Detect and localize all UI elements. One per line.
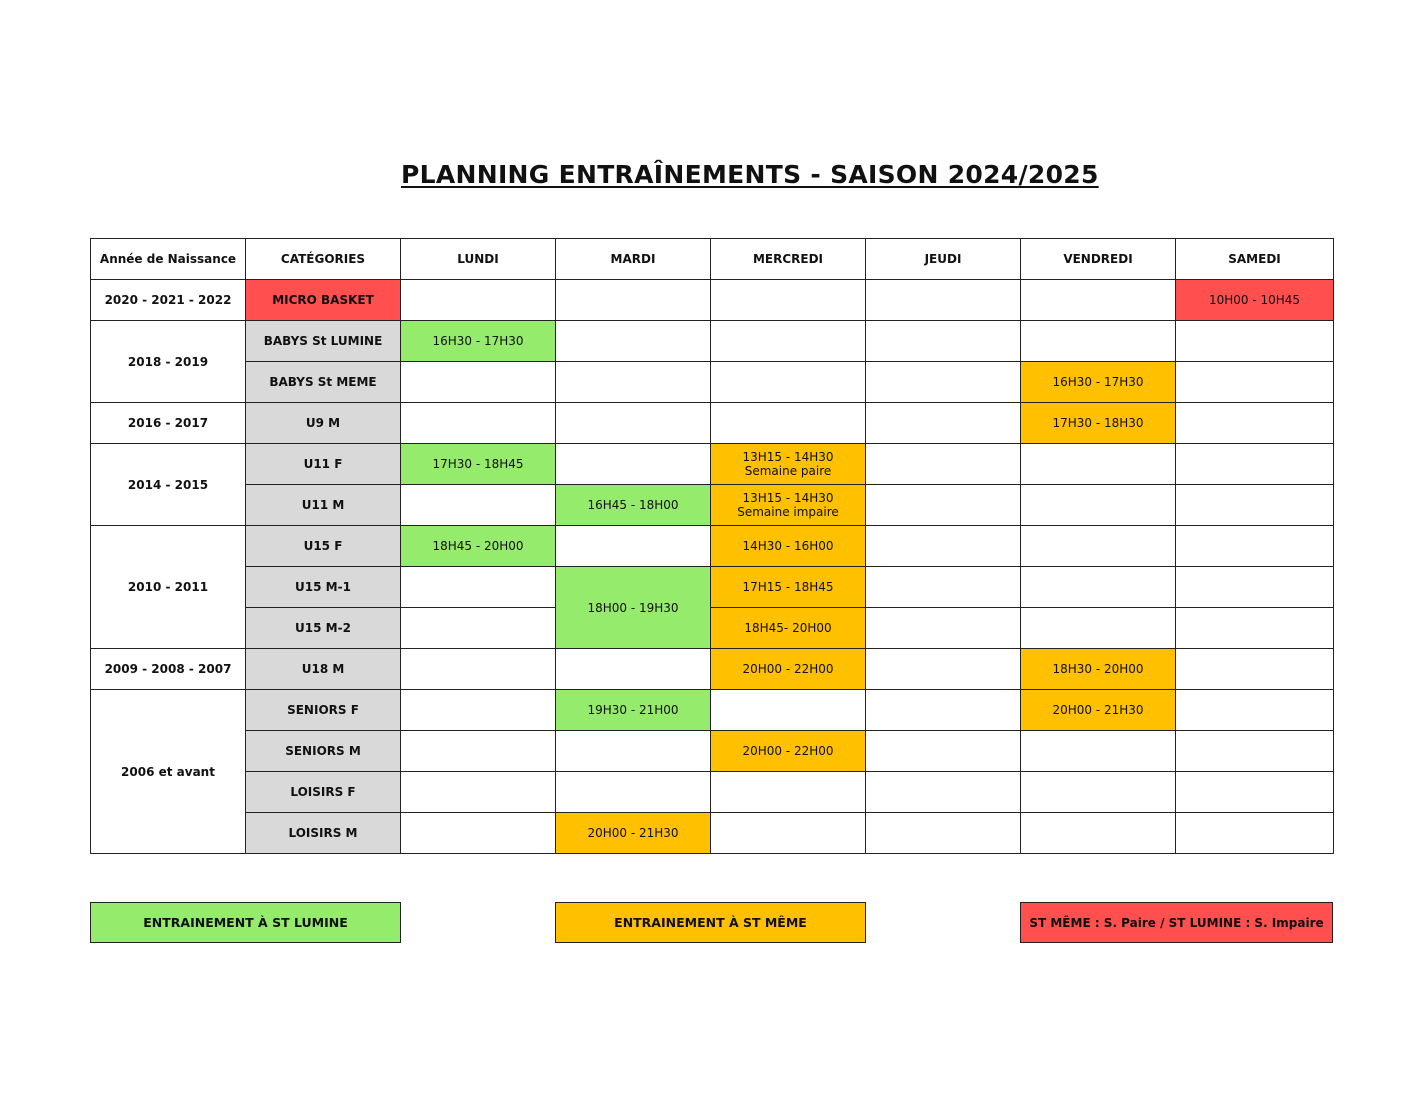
header-friday: VENDREDI (1021, 239, 1176, 280)
training-time: 10H00 - 10H45 (1208, 293, 1301, 307)
table-row (91, 731, 1334, 772)
category-cell: MICRO BASKET (246, 280, 401, 321)
training-time: 20H00 - 22H00 (742, 744, 834, 758)
empty-slot-saturday (1176, 403, 1334, 444)
schedule-body (91, 280, 1334, 854)
table-row (91, 813, 1334, 854)
table-row (91, 321, 1334, 362)
legend-st-meme-label: ENTRAINEMENT À ST MÊME (614, 915, 807, 930)
birth-year-cell: 2020 - 2021 - 2022 (91, 280, 246, 321)
legend-st-lumine (90, 902, 401, 943)
empty-slot-friday (1021, 772, 1176, 813)
empty-slot-friday (1021, 526, 1176, 567)
empty-slot-monday (401, 608, 556, 649)
category-cell: LOISIRS M (246, 813, 401, 854)
empty-slot-tuesday (556, 649, 711, 690)
empty-slot-friday (1021, 731, 1176, 772)
empty-slot-wednesday (711, 690, 866, 731)
empty-slot-saturday (1176, 567, 1334, 608)
training-slot-wednesday (711, 526, 866, 567)
empty-slot-monday (401, 813, 556, 854)
empty-slot-monday (401, 567, 556, 608)
empty-slot-monday (401, 690, 556, 731)
training-slot-wednesday (711, 444, 866, 485)
empty-slot-tuesday (556, 444, 711, 485)
training-time: 20H00 - 22H00 (742, 662, 834, 676)
header-tuesday: MARDI (556, 239, 711, 280)
empty-slot-monday (401, 649, 556, 690)
table-row (91, 444, 1334, 485)
category-cell: BABYS St MEME (246, 362, 401, 403)
empty-slot-tuesday (556, 403, 711, 444)
empty-slot-wednesday (711, 813, 866, 854)
empty-slot-saturday (1176, 690, 1334, 731)
header-saturday: SAMEDI (1176, 239, 1334, 280)
empty-slot-monday (401, 403, 556, 444)
empty-slot-friday (1021, 444, 1176, 485)
empty-slot-thursday (866, 444, 1021, 485)
header-row (91, 239, 1334, 280)
birth-year-cell: 2016 - 2017 (91, 403, 246, 444)
training-slot-monday (401, 526, 556, 567)
empty-slot-thursday (866, 485, 1021, 526)
training-slot-wednesday (711, 485, 866, 526)
category-cell: SENIORS F (246, 690, 401, 731)
training-time: 18H45- 20H00 (744, 621, 832, 635)
empty-slot-tuesday (556, 731, 711, 772)
training-slot-tuesday (556, 690, 711, 731)
empty-slot-thursday (866, 690, 1021, 731)
table-row (91, 485, 1334, 526)
table-row (91, 526, 1334, 567)
empty-slot-thursday (866, 567, 1021, 608)
empty-slot-friday (1021, 485, 1176, 526)
empty-slot-wednesday (711, 280, 866, 321)
training-slot-wednesday (711, 649, 866, 690)
training-time: 16H30 - 17H30 (432, 334, 524, 348)
empty-slot-friday (1021, 567, 1176, 608)
training-time: 16H45 - 18H00 (587, 498, 679, 512)
legend-alternate-weeks (1020, 902, 1333, 943)
empty-slot-wednesday (711, 321, 866, 362)
header-wednesday: MERCREDI (711, 239, 866, 280)
empty-slot-saturday (1176, 608, 1334, 649)
birth-year-cell: 2010 - 2011 (91, 526, 246, 649)
empty-slot-tuesday (556, 772, 711, 813)
training-time: 13H15 - 14H30 Semaine impaire (737, 491, 839, 519)
empty-slot-thursday (866, 649, 1021, 690)
empty-slot-tuesday (556, 526, 711, 567)
empty-slot-thursday (866, 526, 1021, 567)
empty-slot-monday (401, 731, 556, 772)
table-row (91, 690, 1334, 731)
category-cell: U18 M (246, 649, 401, 690)
training-slot-monday (401, 444, 556, 485)
empty-slot-thursday (866, 813, 1021, 854)
empty-slot-friday (1021, 813, 1176, 854)
empty-slot-saturday (1176, 485, 1334, 526)
category-cell: BABYS St LUMINE (246, 321, 401, 362)
header-thursday: JEUDI (866, 239, 1021, 280)
training-schedule-table (90, 238, 1334, 854)
training-slot-wednesday (711, 731, 866, 772)
training-time: 14H30 - 16H00 (742, 539, 834, 553)
category-cell: U11 F (246, 444, 401, 485)
empty-slot-monday (401, 772, 556, 813)
category-cell: U15 M-1 (246, 567, 401, 608)
training-time: 20H00 - 21H30 (587, 826, 679, 840)
legend-st-meme (555, 902, 866, 943)
training-time: 17H15 - 18H45 (742, 580, 834, 594)
category-cell: U15 F (246, 526, 401, 567)
table-row (91, 403, 1334, 444)
training-time: 18H00 - 19H30 (587, 600, 679, 615)
empty-slot-tuesday (556, 321, 711, 362)
legend-st-lumine-label: ENTRAINEMENT À ST LUMINE (143, 915, 348, 930)
table-row (91, 362, 1334, 403)
training-time: 13H15 - 14H30 Semaine paire (742, 450, 834, 478)
birth-year-cell: 2006 et avant (91, 690, 246, 854)
birth-year-cell: 2014 - 2015 (91, 444, 246, 526)
training-slot-wednesday (711, 608, 866, 649)
birth-year-cell: 2009 - 2008 - 2007 (91, 649, 246, 690)
empty-slot-friday (1021, 608, 1176, 649)
empty-slot-friday (1021, 321, 1176, 362)
empty-slot-saturday (1176, 813, 1334, 854)
birth-year-cell: 2018 - 2019 (91, 321, 246, 403)
training-time: 17H30 - 18H45 (432, 457, 524, 471)
legend-alternate-weeks-label: ST MÊME : S. Paire / ST LUMINE : S. Impaire (1029, 915, 1324, 930)
empty-slot-wednesday (711, 362, 866, 403)
header-birth-year: Année de Naissance (91, 239, 246, 280)
table-row (91, 772, 1334, 813)
empty-slot-saturday (1176, 526, 1334, 567)
empty-slot-monday (401, 485, 556, 526)
empty-slot-friday (1021, 280, 1176, 321)
training-slot-wednesday (711, 567, 866, 608)
table-row (91, 608, 1334, 649)
empty-slot-saturday (1176, 772, 1334, 813)
empty-slot-saturday (1176, 362, 1334, 403)
category-cell: U9 M (246, 403, 401, 444)
empty-slot-thursday (866, 772, 1021, 813)
empty-slot-tuesday (556, 280, 711, 321)
table-row (91, 649, 1334, 690)
training-slot-tuesday (556, 567, 711, 649)
header-monday: LUNDI (401, 239, 556, 280)
empty-slot-wednesday (711, 403, 866, 444)
training-slot-saturday (1176, 280, 1334, 321)
empty-slot-monday (401, 362, 556, 403)
empty-slot-saturday (1176, 649, 1334, 690)
training-time: 16H30 - 17H30 (1052, 375, 1144, 389)
empty-slot-saturday (1176, 444, 1334, 485)
training-time: 17H30 - 18H30 (1052, 416, 1144, 430)
training-time: 20H00 - 21H30 (1052, 703, 1144, 717)
empty-slot-saturday (1176, 731, 1334, 772)
category-cell: U11 M (246, 485, 401, 526)
training-slot-friday (1021, 690, 1176, 731)
category-cell: SENIORS M (246, 731, 401, 772)
training-slot-monday (401, 321, 556, 362)
empty-slot-thursday (866, 608, 1021, 649)
training-slot-friday (1021, 649, 1176, 690)
empty-slot-tuesday (556, 362, 711, 403)
training-slot-friday (1021, 403, 1176, 444)
empty-slot-thursday (866, 731, 1021, 772)
page-title: PLANNING ENTRAÎNEMENTS - SAISON 2024/2025 (401, 160, 1099, 189)
training-slot-tuesday (556, 485, 711, 526)
table-row (91, 280, 1334, 321)
training-time: 18H45 - 20H00 (432, 539, 524, 553)
empty-slot-thursday (866, 321, 1021, 362)
header-categories: CATÉGORIES (246, 239, 401, 280)
empty-slot-wednesday (711, 772, 866, 813)
category-cell: LOISIRS F (246, 772, 401, 813)
empty-slot-thursday (866, 403, 1021, 444)
empty-slot-thursday (866, 280, 1021, 321)
empty-slot-thursday (866, 362, 1021, 403)
empty-slot-saturday (1176, 321, 1334, 362)
training-time: 18H30 - 20H00 (1052, 662, 1144, 676)
category-cell: U15 M-2 (246, 608, 401, 649)
training-time: 19H30 - 21H00 (587, 703, 679, 717)
training-slot-tuesday (556, 813, 711, 854)
empty-slot-monday (401, 280, 556, 321)
table-row (91, 567, 1334, 608)
training-slot-friday (1021, 362, 1176, 403)
